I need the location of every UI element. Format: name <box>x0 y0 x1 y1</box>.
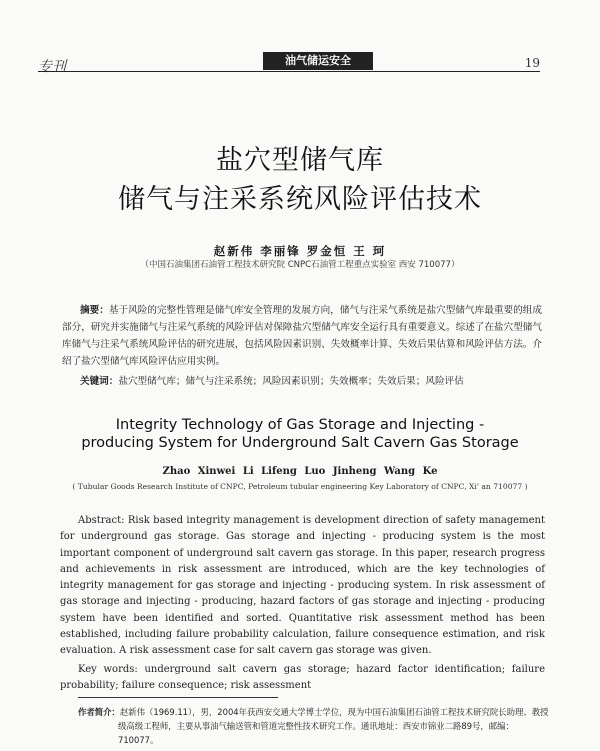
footnote-body <box>78 705 553 747</box>
english-abstract <box>60 513 545 660</box>
journal-name-badge: 油气储运安全 <box>263 52 373 70</box>
chinese-authors: 赵新伟 李丽锋 罗金恒 王 珂 <box>213 244 387 258</box>
english-title-line-2: producing System for Underground Salt Cavern Gas Storage <box>81 435 519 451</box>
running-header <box>38 50 540 78</box>
chinese-title-line-1: 盐穴型储气库 <box>216 145 384 176</box>
page-number: 19 <box>524 56 540 70</box>
english-abstract-text: Risk based integrity management is development direction of safety management for underground gas storage. Gas storage and injecting - producing system is the most important component of underground salt cavern gas storage. In this paper, research progress and achievements in risk assessment are introduced, which are the key technologies of integrity management for gas storage and injecting - producing system. In risk assessment of gas storage and injecting - producing, hazard factors of gas storage and injecting - producing system have been identified and sorted. Quantitative risk assessment method has been established, including failure probability calculation, failure consequence estimation, and risk evaluation. A risk assessment case for salt cavern gas storage was given. <box>60 515 545 657</box>
english-affiliation: ( Tubular Goods Research Institute of CNPC, Petroleum tubular engineering Key Laboratory of CNPC, Xi' an 710077 ) <box>72 482 528 491</box>
chinese-abstract <box>62 302 542 370</box>
english-abstract-label: Abstract: <box>78 515 125 526</box>
chinese-affiliation: （中国石油集团石油管工程技术研究院 CNPC石油管工程重点实验室 西安 710077） <box>140 260 460 270</box>
footnote-label: 作者简介： <box>78 707 120 717</box>
column-name: 专刊 <box>38 59 66 75</box>
chinese-title-line-2: 储气与注采系统风险评估技术 <box>118 184 482 215</box>
chinese-keywords-text: 盐穴型储气库；储气与注采系统；风险因素识别；失效概率；失效后果；风险评估 <box>118 376 464 387</box>
english-keywords-text: underground salt cavern gas storage; hazard factor identification; failure probability; failure consequence; risk assessment <box>60 664 545 691</box>
english-title-line-1: Integrity Technology of Gas Storage and Injecting - <box>115 417 485 433</box>
chinese-keywords-label: 关键词： <box>80 376 119 387</box>
header-rule <box>38 71 540 72</box>
author-footnote <box>78 705 553 747</box>
english-keywords <box>60 662 545 694</box>
english-keywords-label: Key words: <box>78 664 138 675</box>
footnote-rule <box>78 697 278 698</box>
chinese-keywords <box>80 373 540 387</box>
chinese-abstract-label: 摘要： <box>80 305 109 316</box>
chinese-abstract-text: 基于风险的完整性管理是储气库安全管理的发展方向，储气与注采气系统是盐穴型储气库最重要的组成部分，研究并实施储气与注采气系统的风险评估对保障盐穴型储气库安全运行具有重要意义。综述了在盐穴型储气库储气与注采气系统风险评估的研究进展，包括风险因素识别、失效概率计算、失效后果估算和风险评估方法。介绍了盐穴型储气库风险评估应用实例。 <box>62 305 543 367</box>
english-authors: Zhao Xinwei Li Lifeng Luo Jinheng Wang Ke <box>162 466 438 477</box>
footnote-text: 赵新伟（1969.11），男，2004年获西安交通大学博士学位，现为中国石油集团石油管工程技术研究院长助理、教授级高级工程师，主要从事油气输送管和管道完整性技术研究工作。通讯地址：西安市锦业二路89号，邮编：710077。 <box>118 707 549 745</box>
